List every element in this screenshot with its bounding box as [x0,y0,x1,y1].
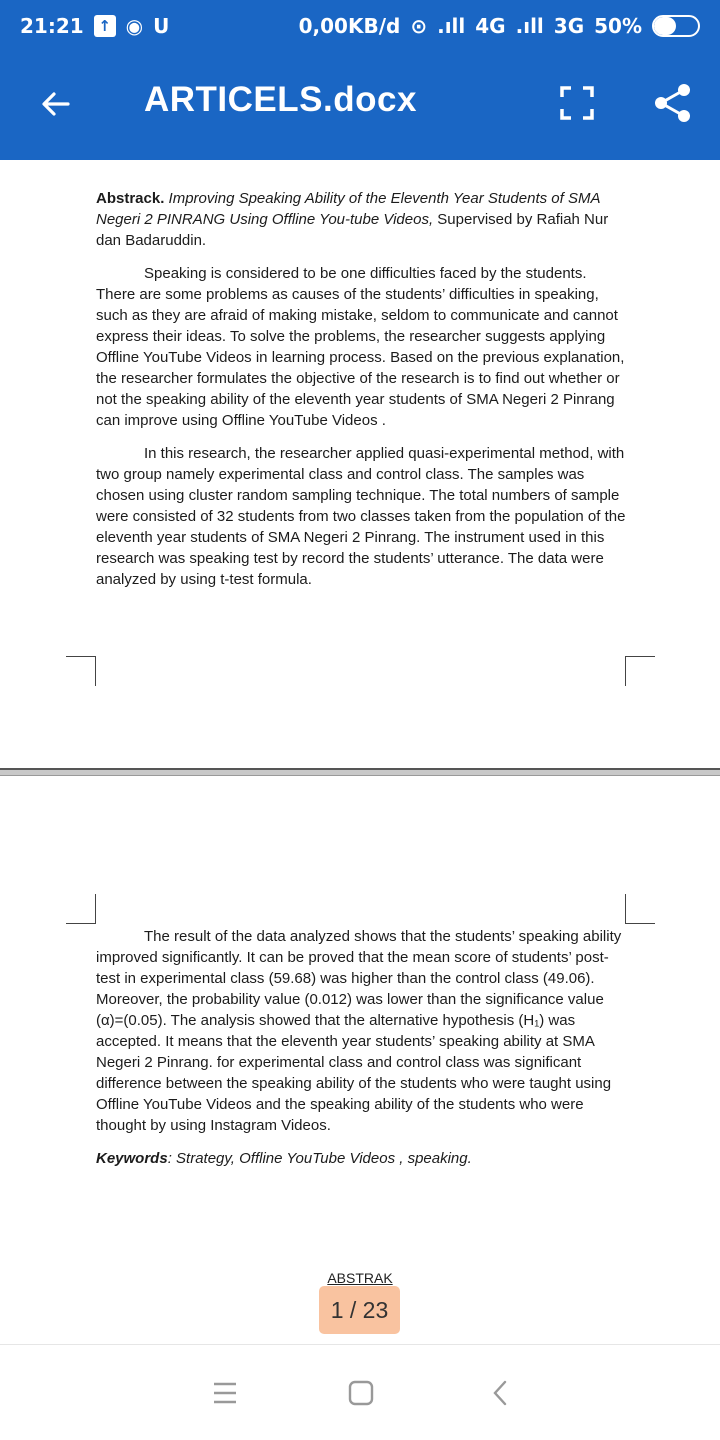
crop-mark-top-right [625,656,655,686]
keywords-text: : Strategy, Offline YouTube Videos , speaking. [167,1150,472,1167]
status-time: 21:21 [20,14,84,38]
fullscreen-svg [556,82,598,124]
battery-percent: 50% [594,14,642,38]
keywords-line [96,1148,626,1169]
crop-mark-bottom-right [625,894,655,924]
notification-icon: ◉ [125,14,144,38]
abstract-title: Improving Speaking Ability of the Eleventh Year Students of SMA Negeri 2 PINRANG Using Offline You-tube Videos, [96,190,600,228]
share-icon[interactable] [652,82,694,124]
nav-back-svg [490,1379,510,1407]
home-icon[interactable] [341,1375,381,1411]
status-left [20,14,169,38]
home-svg [347,1379,375,1407]
alarm-icon: ⊙ [410,14,428,38]
abstract-header [96,188,626,251]
battery-icon [652,15,700,37]
back-icon[interactable] [480,1375,520,1411]
fullscreen-icon[interactable] [556,82,598,124]
signal-icon-2: .ıll [515,14,544,38]
status-bar [0,0,720,52]
paragraph-2: In this research, the researcher applied quasi-experimental method, with two group namely experimental class and control class. The samples was chosen using cluster random sampling technique. The total numbers of sample were consisted of 32 students from two classes taken from the population of the eleventh year students of SMA Negeri 2 Pinrang. The instrument used in this research was speaking test by record the students’ utterance. The data were analyzed by using t-test formula. [96,445,626,588]
page-indicator: 1 / 23 [319,1286,400,1334]
system-nav-bar [0,1344,720,1440]
abstrak-heading: ABSTRAK [327,1270,393,1286]
back-arrow-icon[interactable] [36,84,76,124]
page2-text [96,926,626,1181]
app-bar [0,52,720,160]
network-type-1: 4G [475,14,506,38]
crop-mark-top-left [66,656,96,686]
crop-mark-bottom-left [66,894,96,924]
page-divider [0,768,720,776]
document-title: ARTICELS.docx [144,80,417,119]
signal-icon-1: .ıll [437,14,466,38]
recent-apps-svg [212,1381,238,1405]
upload-icon: ↑ [94,15,116,37]
status-right [299,14,700,38]
share-svg [652,82,694,124]
network-type-2: 3G [553,14,585,38]
page1-text [96,188,626,602]
abstract-label: Abstrack. [96,190,165,207]
recent-apps-icon[interactable] [205,1375,245,1411]
paragraph-1: Speaking is considered to be one difficulties faced by the students. There are some problems as causes of the students’ difficulties in speaking, such as they are afraid of making mistake, seldom to communicate and cannot express their ideas. To solve the problems, the researcher suggests applying Offline YouTube Videos in learning process. Based on the previous explanation, the researcher formulates the objective of the research is to find out whether or not the speaking ability of the eleventh year students of SMA Negeri 2 Pinrang can improve using Offline YouTube Videos . [96,265,625,429]
paragraph-3: The result of the data analyzed shows that the students’ speaking ability improved significantly. It can be proved that the mean score of students’ post-test in experimental class (59.68) was higher than the control class (49.06). Moreover, the probability value (0.012) was lower than the significance value (α)=(0.05). The analysis showed that the alternative hypothesis (H₁) was accepted. It means that the eleventh year students’ speaking ability at SMA Negeri 2 Pinrang. for experimental class and control class was significant difference between the speaking ability of the students who were taught using Offline YouTube Videos and the speaking ability of the students who were thought by using Instagram Videos. [96,928,622,1134]
battery-fill [654,17,676,35]
back-arrow-svg [38,86,74,122]
u-icon: U [153,14,170,38]
net-speed: 0,00KB/d [298,14,401,38]
abstract-supervisor: Supervised by Rafiah Nur dan Badaruddin. [96,211,609,249]
document-page-2 [0,776,720,1342]
document-page-1 [0,160,720,768]
keywords-label: Keywords [96,1150,168,1167]
